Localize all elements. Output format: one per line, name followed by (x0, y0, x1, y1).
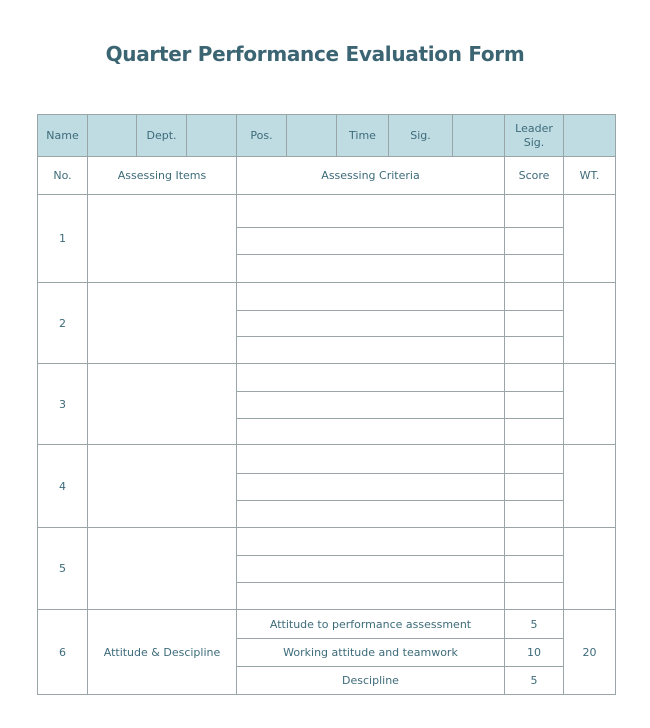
dept-input[interactable] (187, 115, 237, 157)
score-input[interactable] (505, 228, 564, 255)
score-value: 5 (505, 667, 564, 695)
criteria-input[interactable] (237, 311, 505, 337)
pos-label: Pos. (237, 115, 287, 157)
item-input[interactable] (88, 528, 237, 610)
time-label: Time (337, 115, 389, 157)
col-assessing-criteria: Assessing Criteria (237, 157, 505, 195)
sig-label: Sig. (389, 115, 453, 157)
score-input[interactable] (505, 501, 564, 528)
criteria-text: Descipline (237, 667, 505, 695)
score-value: 10 (505, 639, 564, 667)
row-no: 2 (38, 283, 88, 364)
name-input[interactable] (88, 115, 137, 157)
row-no: 1 (38, 195, 88, 283)
criteria-input[interactable] (237, 445, 505, 474)
evaluation-table (37, 114, 616, 695)
score-input[interactable] (505, 528, 564, 556)
table-row (38, 283, 616, 311)
score-input[interactable] (505, 195, 564, 228)
criteria-input[interactable] (237, 228, 505, 255)
table-row (38, 528, 616, 556)
row-no: 6 (38, 610, 88, 695)
col-score: Score (505, 157, 564, 195)
criteria-input[interactable] (237, 392, 505, 419)
col-wt: WT. (564, 157, 616, 195)
wt-input[interactable] (564, 528, 616, 610)
assessing-item-text: Attitude & Descipline (88, 610, 237, 695)
score-input[interactable] (505, 445, 564, 474)
wt-input[interactable] (564, 283, 616, 364)
row-no: 4 (38, 445, 88, 528)
criteria-input[interactable] (237, 364, 505, 392)
item-input[interactable] (88, 445, 237, 528)
score-input[interactable] (505, 392, 564, 419)
criteria-text: Working attitude and teamwork (237, 639, 505, 667)
name-label: Name (38, 115, 88, 157)
dept-label: Dept. (137, 115, 187, 157)
score-input[interactable] (505, 364, 564, 392)
wt-value: 20 (564, 610, 616, 695)
item-input[interactable] (88, 195, 237, 283)
score-input[interactable] (505, 337, 564, 364)
score-input[interactable] (505, 419, 564, 445)
row-no: 5 (38, 528, 88, 610)
col-no: No. (38, 157, 88, 195)
criteria-input[interactable] (237, 255, 505, 283)
criteria-input[interactable] (237, 501, 505, 528)
leader-sig-label: Leader Sig. (505, 115, 564, 157)
score-input[interactable] (505, 583, 564, 610)
header-row (38, 115, 616, 157)
score-input[interactable] (505, 255, 564, 283)
score-input[interactable] (505, 474, 564, 501)
score-input[interactable] (505, 283, 564, 311)
criteria-input[interactable] (237, 583, 505, 610)
column-header-row (38, 157, 616, 195)
table-row (38, 195, 616, 228)
col-assessing-items: Assessing Items (88, 157, 237, 195)
leader-sig-input[interactable] (564, 115, 616, 157)
criteria-input[interactable] (237, 556, 505, 583)
item-input[interactable] (88, 364, 237, 445)
score-value: 5 (505, 610, 564, 639)
item-input[interactable] (88, 283, 237, 364)
table-row (38, 445, 616, 474)
criteria-input[interactable] (237, 528, 505, 556)
table-row (38, 364, 616, 392)
sig-input[interactable] (453, 115, 505, 157)
score-input[interactable] (505, 311, 564, 337)
wt-input[interactable] (564, 364, 616, 445)
form-title: Quarter Performance Evaluation Form (105, 42, 525, 66)
criteria-input[interactable] (237, 283, 505, 311)
pos-input[interactable] (287, 115, 337, 157)
table-row (38, 610, 616, 639)
criteria-input[interactable] (237, 474, 505, 501)
wt-input[interactable] (564, 195, 616, 283)
wt-input[interactable] (564, 445, 616, 528)
criteria-input[interactable] (237, 337, 505, 364)
criteria-input[interactable] (237, 419, 505, 445)
criteria-text: Attitude to performance assessment (237, 610, 505, 639)
score-input[interactable] (505, 556, 564, 583)
row-no: 3 (38, 364, 88, 445)
criteria-input[interactable] (237, 195, 505, 228)
